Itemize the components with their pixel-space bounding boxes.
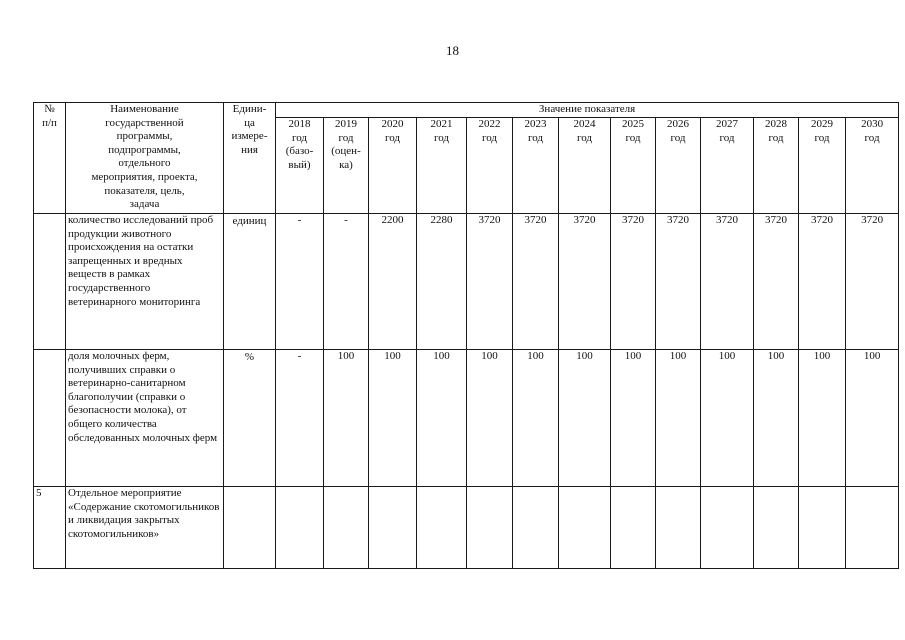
indicators-table [33, 102, 899, 569]
row-value: 3720 [611, 214, 656, 350]
row-value: 2200 [369, 214, 417, 350]
row-unit [224, 487, 276, 569]
row-value [846, 487, 899, 569]
header-year: 2020 год [369, 118, 417, 214]
header-year: 2026 год [656, 118, 701, 214]
row-value: - [276, 350, 324, 487]
row-value [559, 487, 611, 569]
row-value [276, 487, 324, 569]
row-value: 100 [611, 350, 656, 487]
row-value: 100 [467, 350, 513, 487]
header-year: 2022 год [467, 118, 513, 214]
header-year: 2019 год (оцен- ка) [324, 118, 369, 214]
row-value: 100 [701, 350, 754, 487]
header-year: 2021 год [417, 118, 467, 214]
row-value: - [324, 214, 369, 350]
row-name: количество исследований проб продукции животного происхождения на остатки запрещенных и вредных веществ в рамках государственного ветеринарного мониторинга [66, 214, 224, 350]
row-value: 3720 [701, 214, 754, 350]
header-num: № п/п [34, 103, 66, 214]
row-value: - [276, 214, 324, 350]
row-value: 2280 [417, 214, 467, 350]
row-unit: % [224, 350, 276, 487]
header-row-1 [34, 103, 899, 118]
row-value [369, 487, 417, 569]
row-name: доля молочных ферм, получивших справки о ветеринарно-санитарном благополучии (справки о безопасности молока), от общего количества обследованных молочных ферм [66, 350, 224, 487]
row-value: 3720 [846, 214, 899, 350]
header-year: 2030 год [846, 118, 899, 214]
row-value: 100 [846, 350, 899, 487]
row-value: 100 [656, 350, 701, 487]
row-value: 3720 [559, 214, 611, 350]
row-number [34, 350, 66, 487]
header-year: 2028 год [754, 118, 799, 214]
row-value: 100 [417, 350, 467, 487]
row-value [701, 487, 754, 569]
row-unit: единиц [224, 214, 276, 350]
header-year: 2025 год [611, 118, 656, 214]
row-value [324, 487, 369, 569]
header-year: 2027 год [701, 118, 754, 214]
row-value [513, 487, 559, 569]
row-value: 100 [324, 350, 369, 487]
row-value: 100 [513, 350, 559, 487]
row-value: 3720 [467, 214, 513, 350]
row-value: 3720 [656, 214, 701, 350]
table-row [34, 214, 899, 350]
row-value [611, 487, 656, 569]
row-value [754, 487, 799, 569]
row-name: Отдельное мероприятие «Содержание скотомогильников и ликвидация закрытых скотомогильников» [66, 487, 224, 569]
row-value: 100 [754, 350, 799, 487]
table-row [34, 487, 899, 569]
row-value: 100 [559, 350, 611, 487]
row-value: 100 [799, 350, 846, 487]
row-value [799, 487, 846, 569]
header-year: 2024 год [559, 118, 611, 214]
header-year: 2023 год [513, 118, 559, 214]
header-unit: Едини- ца измере- ния [224, 103, 276, 214]
row-value: 3720 [754, 214, 799, 350]
row-number: 5 [34, 487, 66, 569]
row-value: 3720 [513, 214, 559, 350]
row-value [656, 487, 701, 569]
page-number: 18 [446, 43, 459, 58]
header-year: 2018 год (базо- вый) [276, 118, 324, 214]
header-year: 2029 год [799, 118, 846, 214]
header-value-group: Значение показателя [276, 103, 899, 118]
row-value: 100 [369, 350, 417, 487]
row-value [467, 487, 513, 569]
row-number [34, 214, 66, 350]
table-row [34, 350, 899, 487]
row-value: 3720 [799, 214, 846, 350]
header-name: Наименование государственной программы, подпрограммы, отдельного мероприятия, проекта, показателя, цель, задача [66, 103, 224, 214]
row-value [417, 487, 467, 569]
